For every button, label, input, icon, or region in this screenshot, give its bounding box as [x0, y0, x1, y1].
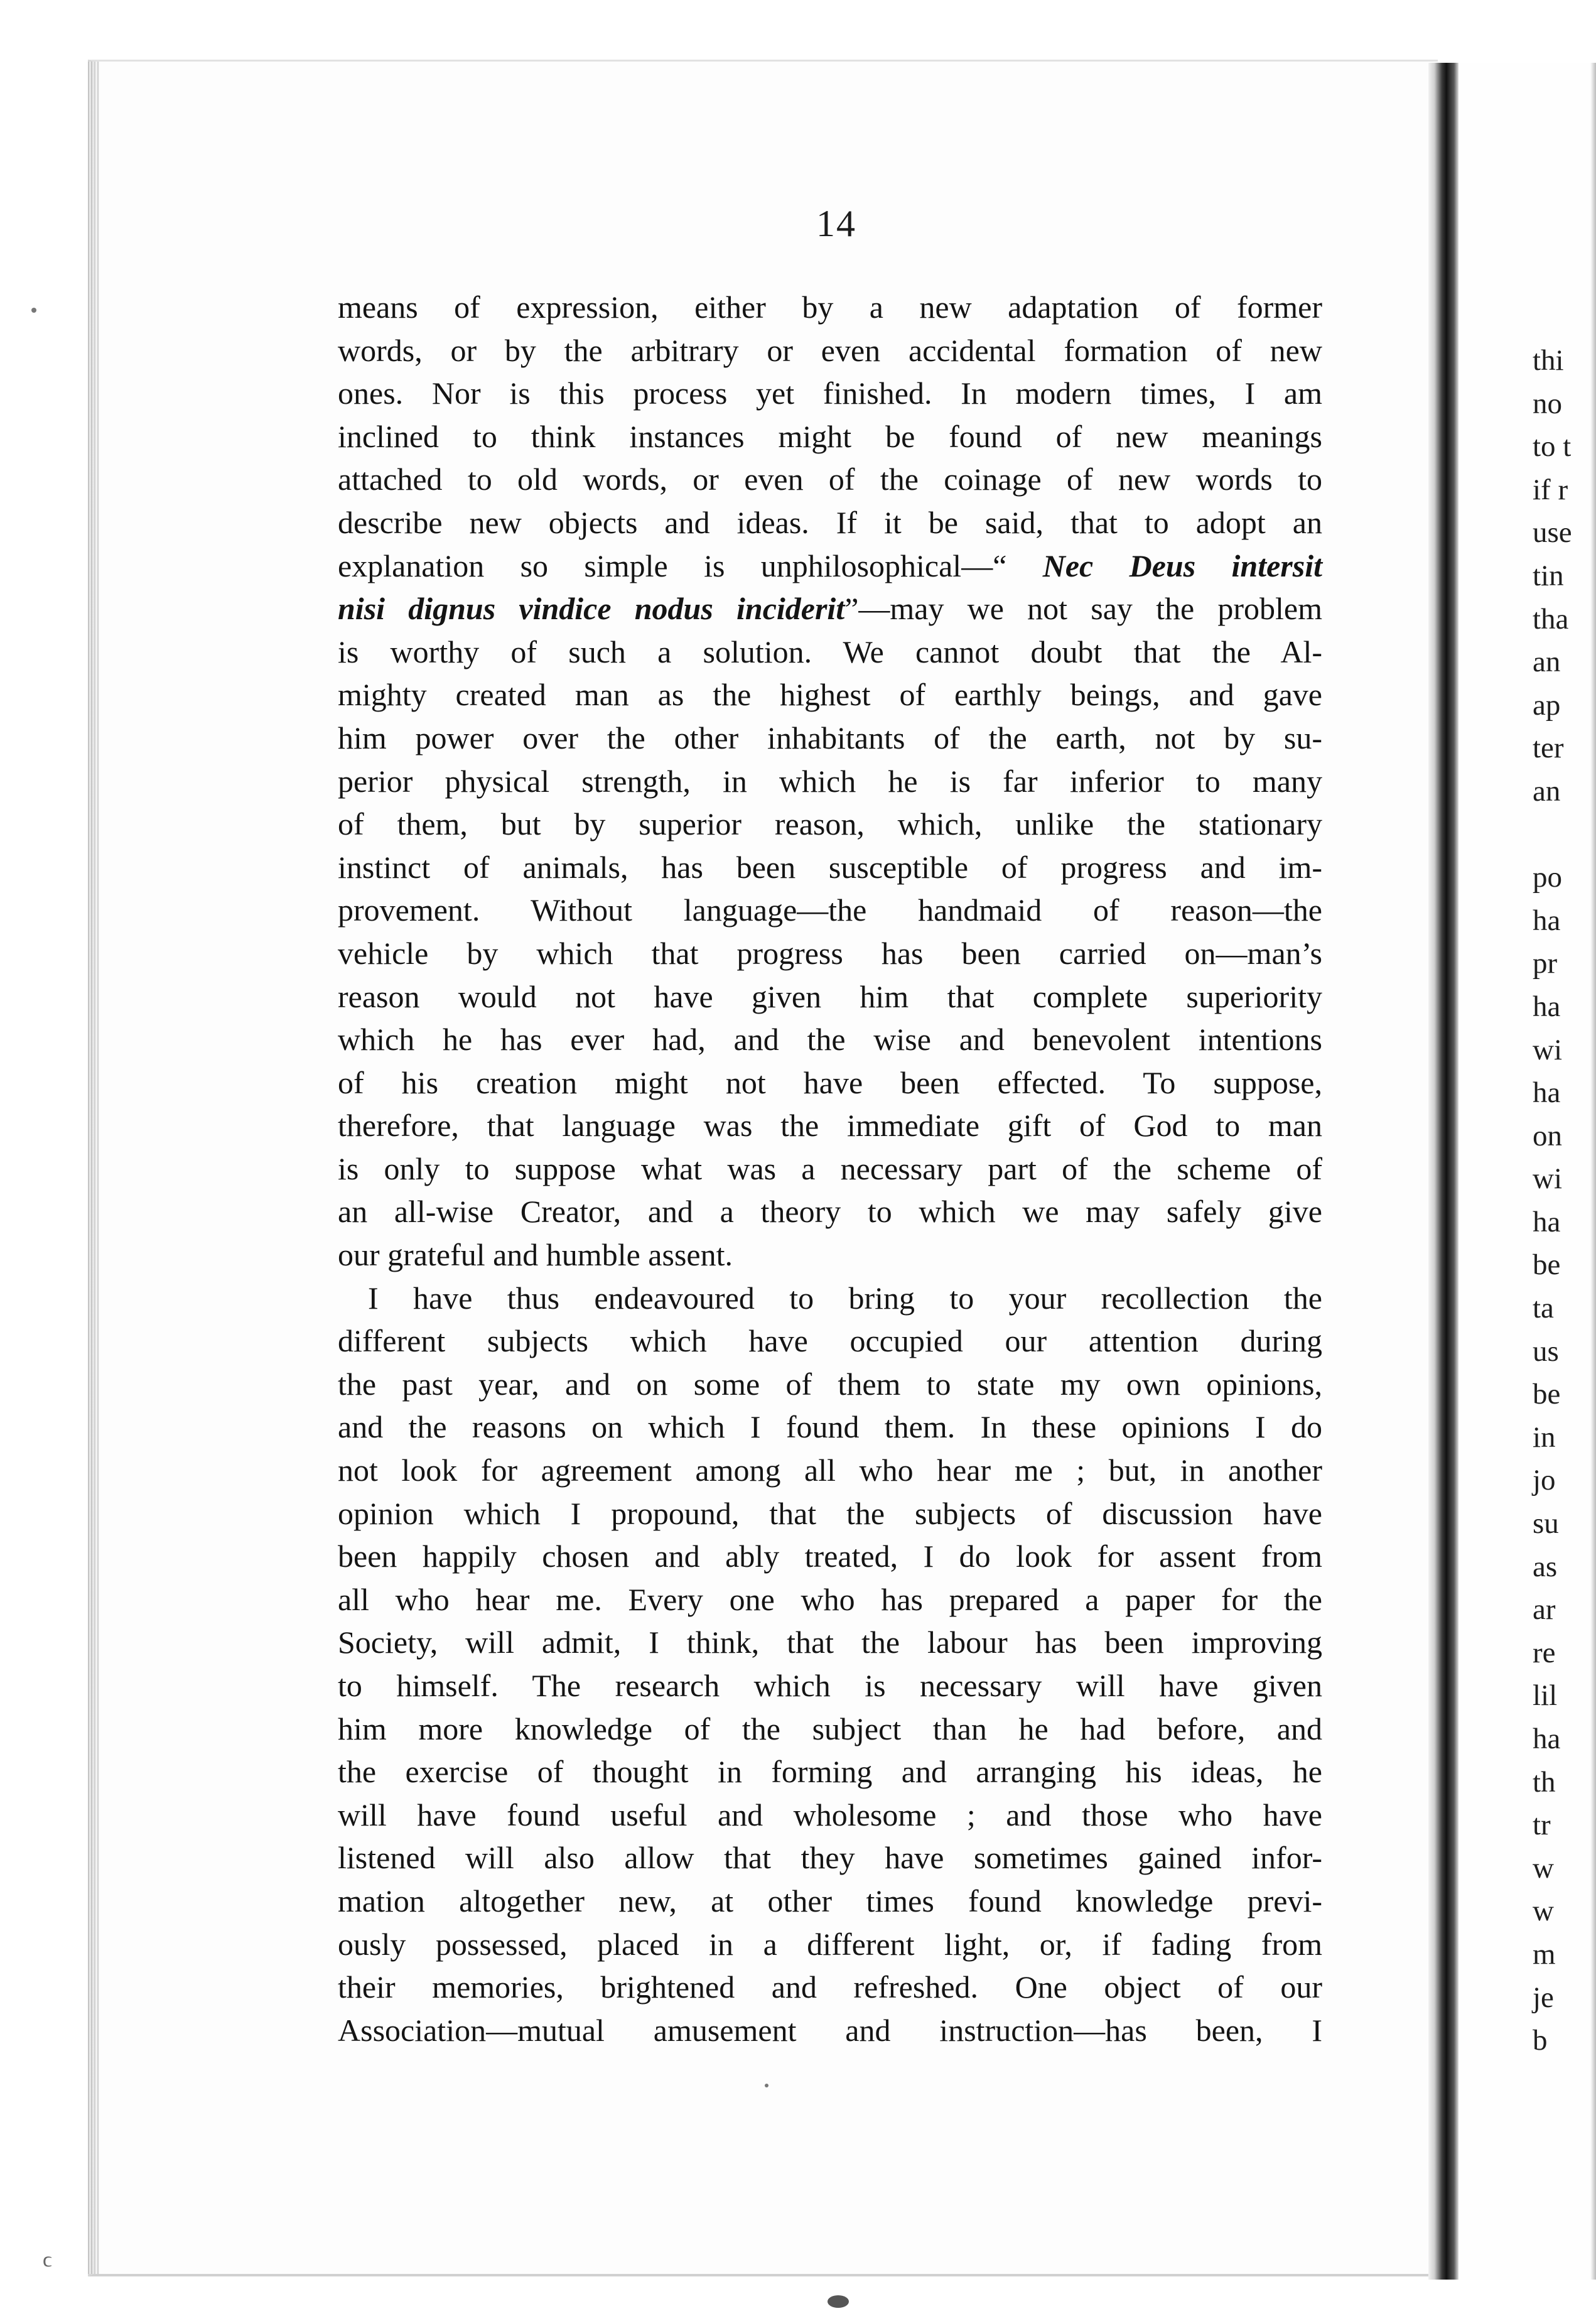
text-line: and the reasons on which I found them. In these opinions I do: [338, 1409, 1322, 1445]
text-line: reason would not have given him that complete superiority: [338, 978, 1322, 1014]
text-line: is worthy of such a solution. We cannot doubt that the Al-: [338, 634, 1322, 669]
facing-page-fragment: wi: [1533, 1033, 1562, 1066]
text-line: vehicle by which that progress has been carried on—man’s: [338, 935, 1322, 971]
facing-page-fragment: b: [1533, 2024, 1548, 2057]
text-line: different subjects which have occupied our attention during: [338, 1323, 1322, 1359]
facing-page-fragment: re: [1533, 1636, 1556, 1669]
body-text: [338, 286, 1322, 2052]
facing-page-fragment: to t: [1533, 430, 1572, 463]
facing-page-fragment: be: [1533, 1378, 1561, 1411]
latin-quotation: Nec Deus intersit: [1042, 548, 1322, 583]
facing-page-fragment: m: [1533, 1937, 1556, 1971]
text-line: been happily chosen and ably treated, I do look for assent from: [338, 1539, 1322, 1574]
text-line: Association—mutual amusement and instruction—has been, I: [338, 2012, 1322, 2048]
facing-page-fragment: su: [1533, 1507, 1559, 1540]
binding-gutter: [1428, 63, 1459, 2280]
facing-page-fragment: tr: [1533, 1809, 1551, 1842]
paragraph-first-line: I have thus endeavoured to bring to your recollection the: [368, 1280, 1322, 1316]
corner-mark: ϲ: [43, 2248, 53, 2271]
text-line: the past year, and on some of them to state my own opinions,: [338, 1366, 1322, 1402]
text-line: to himself. The research which is necessary will have given: [338, 1668, 1322, 1703]
text-line: attached to old words, or even of the coinage of new words to: [338, 462, 1322, 497]
facing-page-fragment: ap: [1533, 688, 1561, 722]
facing-page-fragment: wi: [1533, 1162, 1562, 1196]
text-line: mation altogether new, at other times found knowledge previ-: [338, 1883, 1322, 1918]
facing-page-fragment: je: [1533, 1981, 1554, 2014]
text-run: ”—may we not say the problem: [844, 591, 1322, 627]
facing-page-fragment: an: [1533, 646, 1561, 679]
text-line: Society, will admit, I think, that the labour has been improving: [338, 1625, 1322, 1660]
text-line: words, or by the arbitrary or even accidental formation of new: [338, 332, 1322, 368]
text-line: will have found useful and wholesome ; and those who have: [338, 1797, 1322, 1832]
text-line-with-latin-quote: [338, 587, 1322, 630]
page-speck: [765, 2084, 768, 2087]
facing-page-text-fragments: [1533, 339, 1572, 2062]
text-line: him power over the other inhabitants of the earth, not by su-: [338, 720, 1322, 755]
latin-quotation: nisi dignus vindice nodus inciderit: [338, 591, 845, 627]
margin-speck: [31, 308, 36, 313]
text-line: means of expression, either by a new adaptation of former: [338, 290, 1322, 325]
text-line: the exercise of thought in forming and arranging his ideas, he: [338, 1754, 1322, 1790]
text-line: him more knowledge of the subject than he had before, and: [338, 1711, 1322, 1746]
facing-page-fragment: us: [1533, 1334, 1559, 1368]
facing-page-fragment: th: [1533, 1765, 1556, 1799]
text-run: explanation so simple is unphilosophical—“: [338, 548, 1043, 583]
text-line: describe new objects and ideas. If it be said, that to adopt an: [338, 504, 1322, 540]
facing-page-fragment: lil: [1533, 1679, 1558, 1713]
facing-page-fragment: on: [1533, 1119, 1562, 1152]
facing-page-fragment: jo: [1533, 1464, 1556, 1497]
facing-page-fragment: if r: [1533, 473, 1568, 506]
text-line: instinct of animals, has been susceptible of progress and im-: [338, 849, 1322, 885]
text-line: of them, but by superior reason, which, unlike the stationary: [338, 806, 1322, 842]
facing-page-edge: [1459, 63, 1596, 2280]
text-line: mighty created man as the highest of earthly beings, and gave: [338, 677, 1322, 713]
text-line: ones. Nor is this process yet finished. In modern times, I am: [338, 376, 1322, 411]
facing-page-fragment: be: [1533, 1248, 1561, 1282]
text-line: inclined to think instances might be found of new meanings: [338, 418, 1322, 454]
text-line: provement. Without language—the handmaid of reason—the: [338, 892, 1322, 928]
facing-page-fragment: ha: [1533, 904, 1561, 937]
text-line: ously possessed, placed in a different light, or, if fading from: [338, 1926, 1322, 1962]
facing-page-fragment: ar: [1533, 1593, 1556, 1626]
facing-page-fragment: ha: [1533, 1723, 1561, 1755]
text-line: all who hear me. Every one who has prepared a paper for the: [338, 1581, 1322, 1617]
facing-page-fragment: pr: [1533, 947, 1558, 980]
text-line: listened will also allow that they have sometimes gained infor-: [338, 1840, 1322, 1876]
text-line: of his creation might not have been effected. To suppose,: [338, 1064, 1322, 1100]
bottom-smudge: [828, 2295, 849, 2308]
facing-page-fragment: tin: [1533, 559, 1564, 592]
facing-page-fragment: po: [1533, 861, 1562, 894]
facing-page-fragment: ha: [1533, 1205, 1561, 1238]
facing-page-fragment: use: [1533, 516, 1572, 549]
facing-page-fragment: no: [1533, 387, 1562, 420]
text-line: perior physical strength, in which he is far inferior to many: [338, 763, 1322, 799]
facing-page-fragment: ta: [1533, 1292, 1554, 1325]
facing-page-fragment: ha: [1533, 1076, 1561, 1110]
text-line: opinion which I propound, that the subjects of discussion have: [338, 1495, 1322, 1531]
facing-page-fragment: an: [1533, 774, 1561, 808]
facing-page-fragment: [1533, 813, 1572, 857]
facing-page-fragment: as: [1533, 1550, 1558, 1583]
facing-page-fragment: ha: [1533, 990, 1561, 1023]
paragraph-last-line: our grateful and humble assent.: [338, 1237, 733, 1273]
text-line-with-latin-quote: [338, 544, 1322, 588]
text-line: not look for agreement among all who hear me ; but, in another: [338, 1453, 1322, 1488]
facing-page-fragment: ter: [1533, 732, 1564, 765]
facing-page-fragment: w: [1533, 1851, 1554, 1885]
text-line: their memories, brightened and refreshed. One object of our: [338, 1969, 1322, 2005]
facing-page-fragment: w: [1533, 1895, 1554, 1928]
text-line: which he has ever had, and the wise and benevolent intentions: [338, 1022, 1322, 1058]
facing-page-fragment: tha: [1533, 602, 1569, 636]
text-line: an all-wise Creator, and a theory to which we may safely give: [338, 1194, 1322, 1230]
facing-page-fragment: thi: [1533, 344, 1564, 377]
text-line: therefore, that language was the immediate gift of God to man: [338, 1108, 1322, 1144]
text-line: is only to suppose what was a necessary part of the scheme of: [338, 1150, 1322, 1186]
facing-page-fragment: in: [1533, 1420, 1556, 1454]
page-number: 14: [816, 203, 856, 244]
